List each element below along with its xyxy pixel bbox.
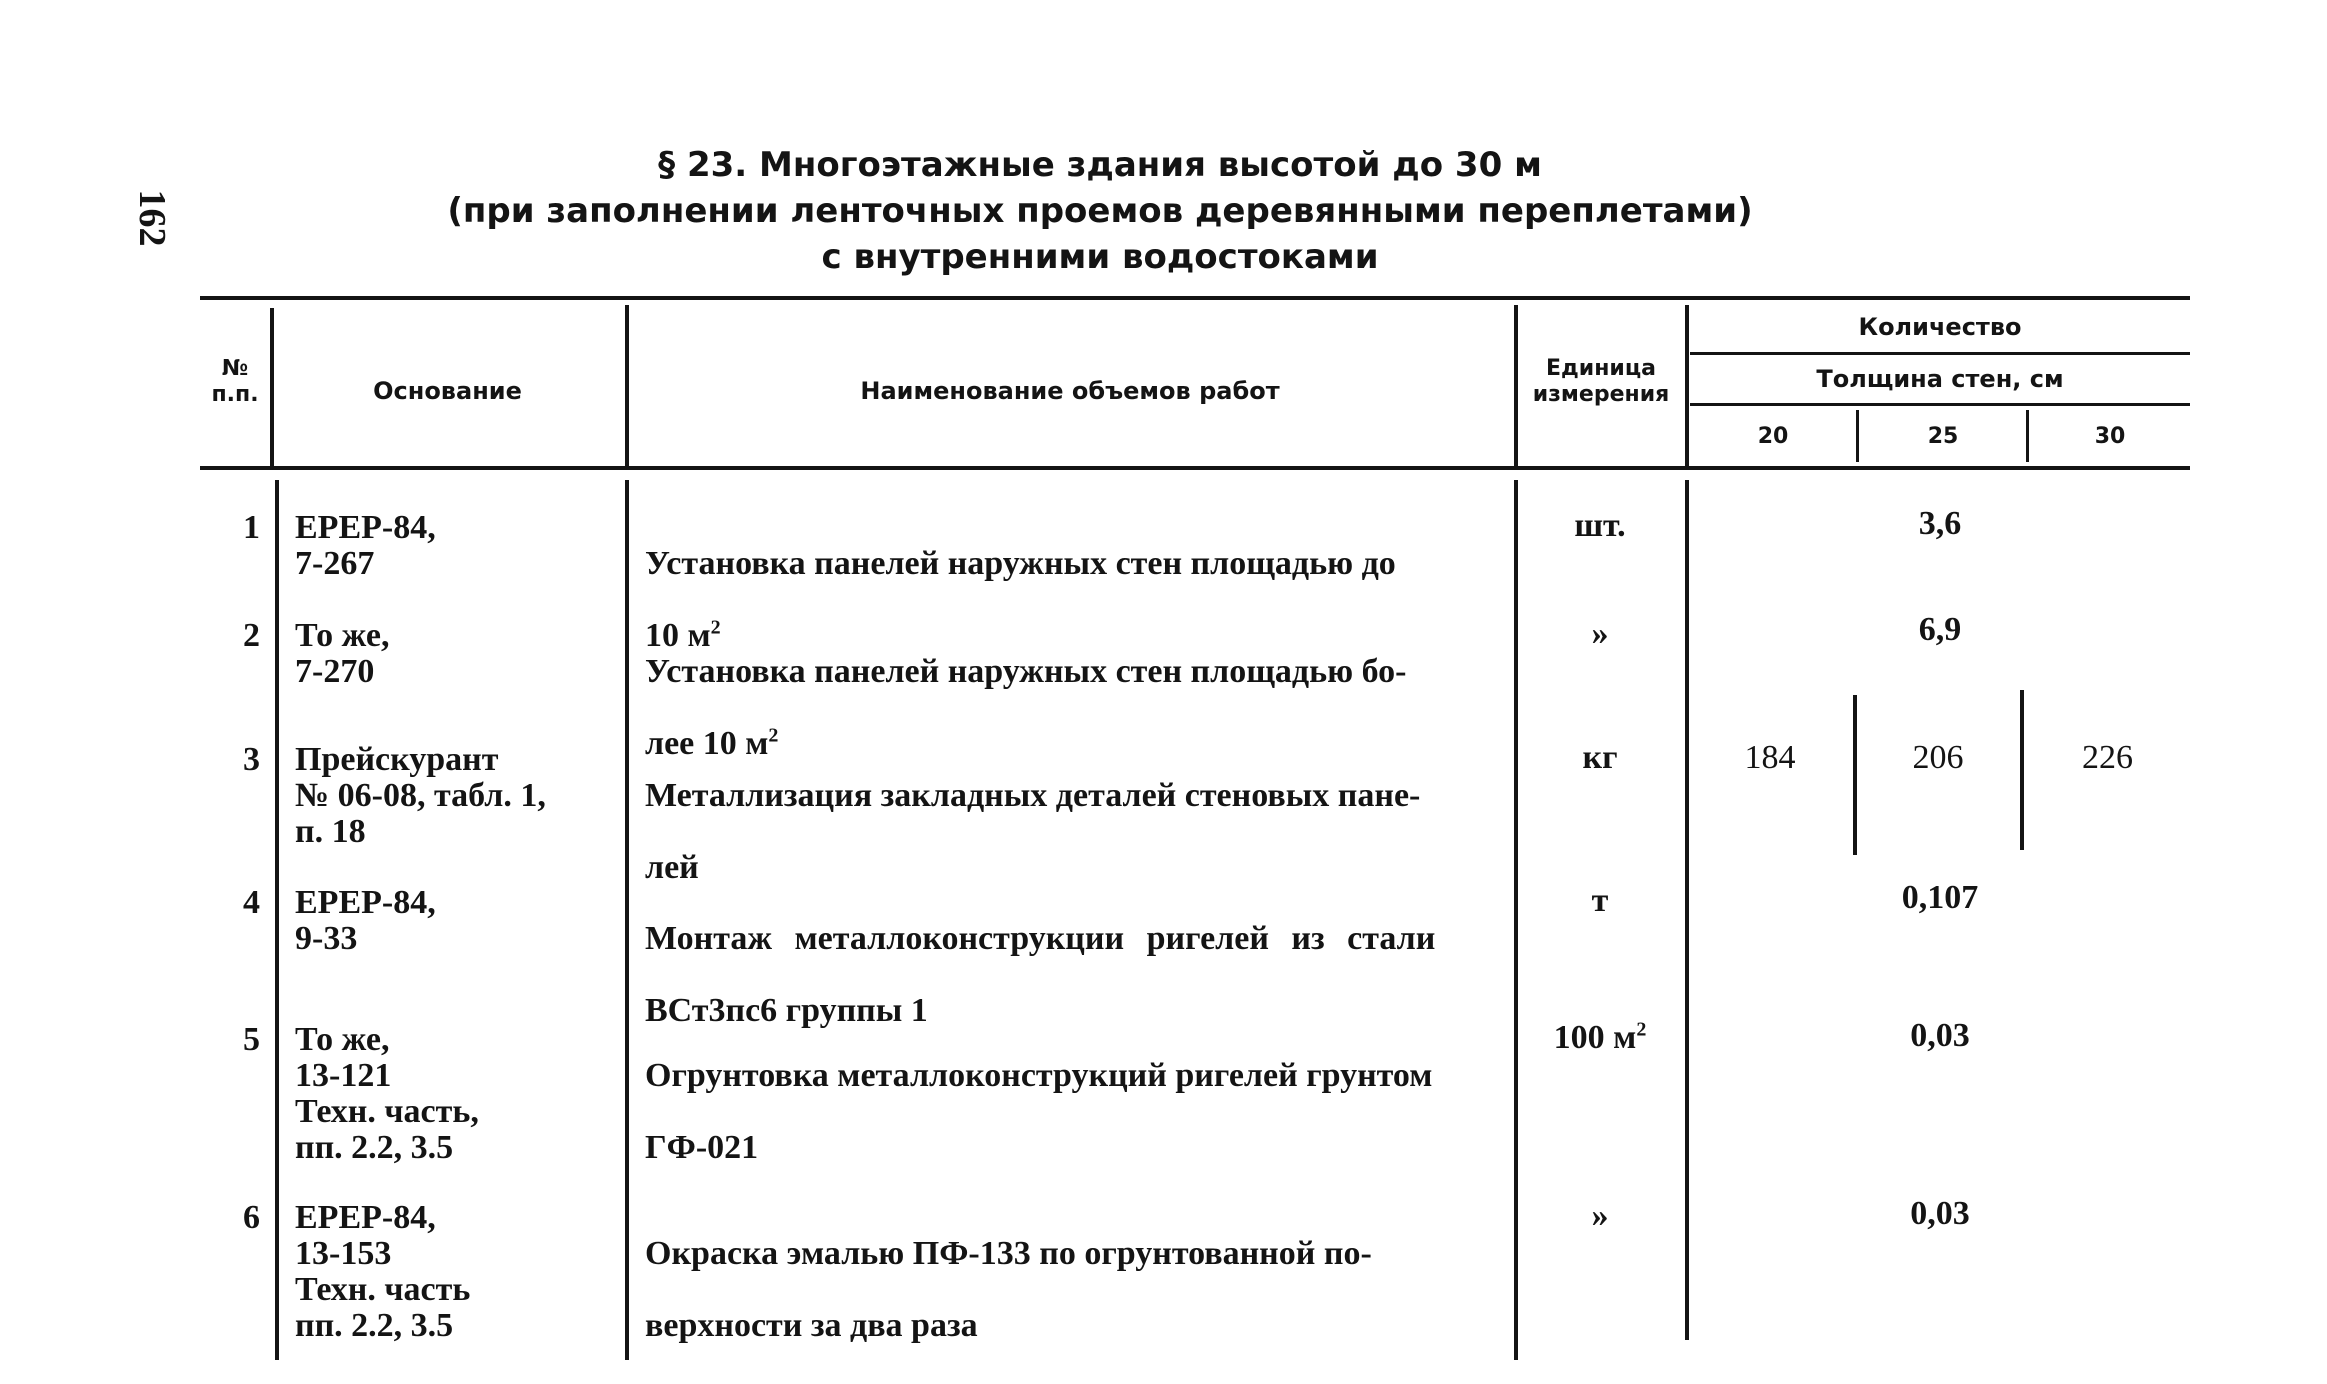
- header-divider-2: [625, 305, 629, 466]
- row-4-unit: т: [1591, 882, 1609, 919]
- title-line-1: § 23. Многоэтажные здания высотой до 30 м: [658, 145, 1542, 185]
- header-unit: Единица измерения: [1532, 356, 1670, 407]
- row-1-work-line-2: 10 м: [645, 617, 711, 654]
- row-2-qty: 6,9: [1918, 611, 1962, 648]
- row-3-no: 3: [243, 741, 260, 778]
- header-thickness-20: 20: [1757, 424, 1789, 449]
- row-2-work-line-1: Установка панелей наружных стен площадью бо-: [645, 653, 1407, 690]
- quantity-rule: [1690, 352, 2190, 355]
- row3-divider-30: [2020, 690, 2024, 850]
- header-quantity: Количество: [1858, 313, 2022, 341]
- table-top-rule: [200, 296, 2190, 300]
- row-4-basis: ЕРЕР-84, 9-33: [295, 884, 436, 957]
- row-6-work: [645, 1200, 1505, 1344]
- header-work: Наименование объемов работ: [860, 377, 1280, 405]
- row-2-no: 2: [243, 617, 260, 654]
- row3-divider-25: [1853, 695, 1857, 855]
- row-3-work-line-1: Металлизация закладных деталей стеновых пане-: [645, 777, 1421, 814]
- body-divider-4: [1685, 480, 1689, 1340]
- row-1-basis: ЕРЕР-84, 7-267: [295, 509, 436, 582]
- header-thickness: Толщина стен, см: [1816, 365, 2064, 393]
- header-thickness-30: 30: [2094, 424, 2126, 449]
- section-title: [400, 142, 1800, 280]
- row-3-qty-30: 226: [2082, 739, 2133, 776]
- title-line-2: (при заполнении ленточных проемов деревянными переплетами): [447, 191, 1753, 231]
- row-2-work-sup: 2: [768, 724, 779, 747]
- row-5-work-line-1: Огрунтовка металлоконструкций ригелей грунтом: [645, 1057, 1433, 1094]
- body-divider-1: [275, 480, 279, 1360]
- title-line-3: с внутренними водостоками: [821, 237, 1379, 277]
- body-divider-2: [625, 480, 629, 1360]
- row-5-qty: 0,03: [1910, 1017, 1970, 1054]
- row-2-basis: То же, 7-270: [295, 617, 390, 690]
- header-divider-1: [270, 308, 274, 466]
- row-5-unit-text: 100 м: [1553, 1019, 1637, 1056]
- row-4-work: [645, 885, 1505, 1029]
- header-divider-6: [2026, 410, 2029, 462]
- row-5-work-line-2: ГФ-021: [645, 1129, 759, 1166]
- row-5-unit: [1520, 1020, 1680, 1056]
- row-3-unit: кг: [1582, 739, 1618, 776]
- header-no: № п.п.: [211, 356, 259, 407]
- row-1-work-sup: 2: [710, 616, 721, 639]
- row-3-work: [645, 742, 1505, 886]
- row-5-work: [645, 1022, 1505, 1166]
- row-6-no: 6: [243, 1199, 260, 1236]
- row-2-unit: »: [1591, 615, 1609, 652]
- row-3-qty-20: 184: [1744, 739, 1796, 776]
- row-4-qty: 0,107: [1901, 879, 1979, 916]
- row-6-work-line-2: верхности за два раза: [645, 1307, 978, 1344]
- row-2-work-line-2: лее 10 м: [645, 725, 769, 762]
- header-divider-5: [1856, 410, 1859, 462]
- row-2-work: [645, 618, 1505, 762]
- row-5-no: 5: [243, 1021, 260, 1058]
- row-5-basis: То же, 13-121 Техн. часть, пп. 2.2, 3.5: [295, 1021, 479, 1166]
- header-thickness-25: 25: [1927, 424, 1959, 449]
- row-1-qty: 3,6: [1918, 505, 1962, 542]
- row-4-work-line-2: ВСт3пс6 группы 1: [645, 992, 928, 1029]
- row-3-work-line-2: лей: [645, 849, 699, 886]
- page-number: 162: [131, 189, 173, 247]
- header-bottom-rule: [200, 466, 2190, 470]
- row-4-no: 4: [243, 884, 260, 921]
- row-6-qty: 0,03: [1910, 1195, 1970, 1232]
- row-1-no: 1: [243, 509, 260, 546]
- row-6-basis: ЕРЕР-84, 13-153 Техн. часть пп. 2.2, 3.5: [295, 1199, 471, 1344]
- row-1-unit: шт.: [1574, 507, 1626, 544]
- row-6-work-line-1: Окраска эмалью ПФ-133 по огрунтованной по-: [645, 1235, 1372, 1272]
- body-divider-3: [1514, 480, 1518, 1360]
- row-6-unit: »: [1591, 1197, 1609, 1234]
- row-3-basis: Прейскурант № 06-08, табл. 1, п. 18: [295, 741, 546, 850]
- row-5-unit-sup: 2: [1636, 1018, 1647, 1041]
- thickness-rule: [1690, 403, 2190, 406]
- header-basis: Основание: [373, 377, 522, 405]
- header-divider-4: [1685, 305, 1689, 466]
- row-1-work-line-1: Установка панелей наружных стен площадью до: [645, 545, 1396, 582]
- row-4-work-line-1: Монтаж металлоконструкции ригелей из стали: [645, 920, 1436, 957]
- row-3-qty-25: 206: [1912, 739, 1964, 776]
